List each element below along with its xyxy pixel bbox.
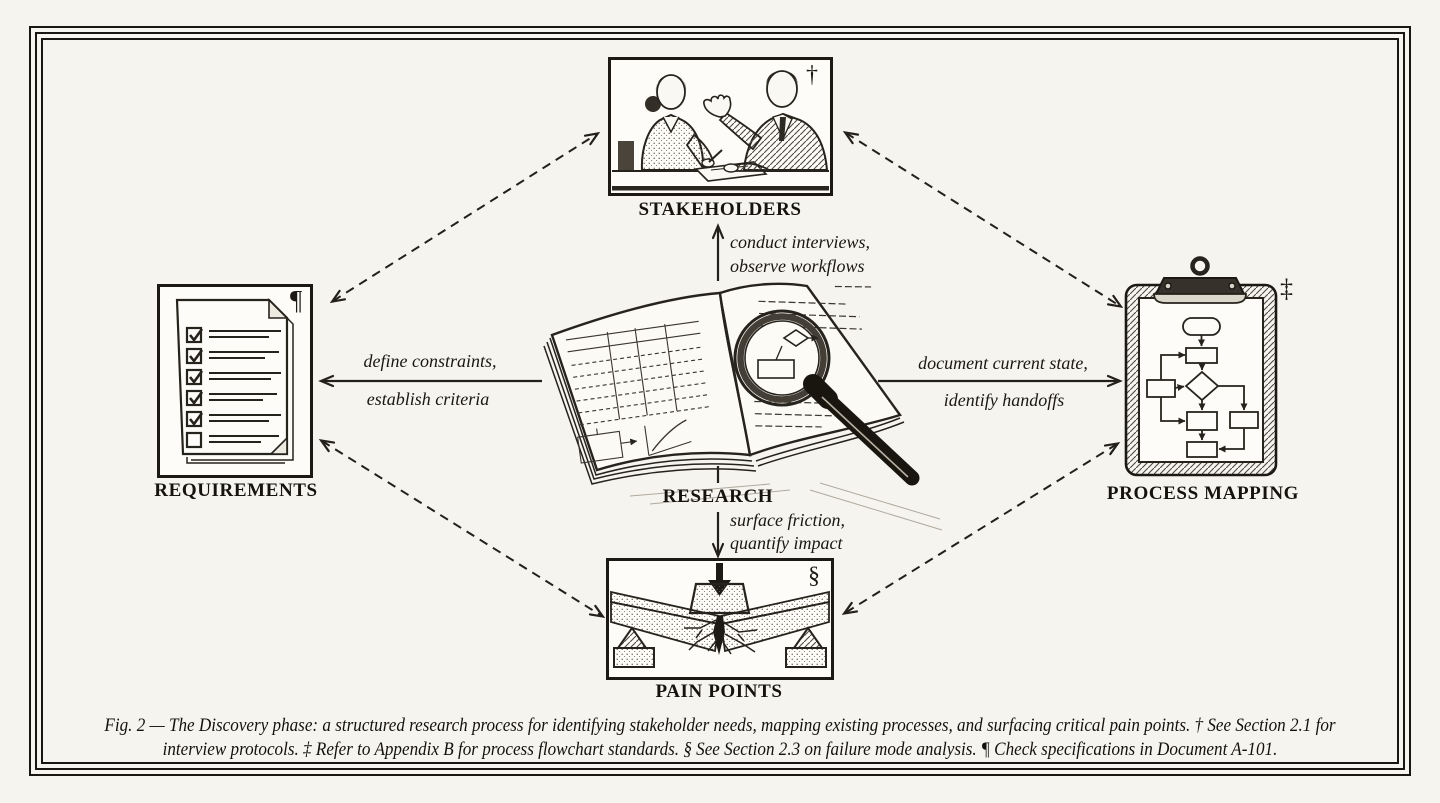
figure-caption — [0, 714, 1440, 761]
process-mapping-footnote-double-dagger: ‡ — [1280, 274, 1293, 303]
edge-label-line: observe workflows — [730, 256, 865, 276]
edge-label-line: conduct interviews, — [730, 232, 870, 252]
edge-label-define-constraints: define constraints, — [363, 351, 497, 371]
dashed-arrow-requirements-stakeholders — [333, 134, 597, 301]
clipboard-flowchart-illustration — [1118, 252, 1293, 482]
caption-line-1: Fig. 2 — The Discovery phase: a structured research process for identifying stakeholder needs, mapping existing processes, and surfacing critical pain points. † See Section 2.1 for — [104, 715, 1336, 736]
requirements-footnote-pilcrow: ¶ — [290, 285, 303, 315]
edge-label-line: quantify impact — [730, 533, 843, 553]
edge-label-establish-criteria: establish criteria — [366, 389, 490, 409]
cracked-beam-illustration — [606, 558, 834, 680]
caption-line-2: interview protocols. ‡ Refer to Appendix B for process flowchart standards. § See Section 2.3 on failure mode analysis. ¶ Check specifications in Document A-101. — [162, 738, 1278, 760]
edge-label-surface-friction — [730, 509, 845, 555]
process-mapping-label: PROCESS MAPPING — [1106, 483, 1300, 504]
research-label: RESEARCH — [662, 486, 774, 507]
stakeholders-footnote-dagger: † — [806, 62, 818, 88]
requirements-label: REQUIREMENTS — [154, 480, 318, 501]
edge-label-identify-handoffs: identify handoffs — [943, 390, 1065, 410]
pain-points-footnote-section: § — [808, 563, 820, 589]
edge-label-document-current-state: document current state, — [918, 353, 1088, 373]
interview-illustration — [608, 57, 833, 196]
stakeholders-label: STAKEHOLDERS — [638, 199, 802, 220]
edge-label-conduct-interviews — [730, 230, 870, 278]
edge-label-line: surface friction, — [730, 510, 845, 530]
pain-points-label: PAIN POINTS — [655, 681, 783, 702]
